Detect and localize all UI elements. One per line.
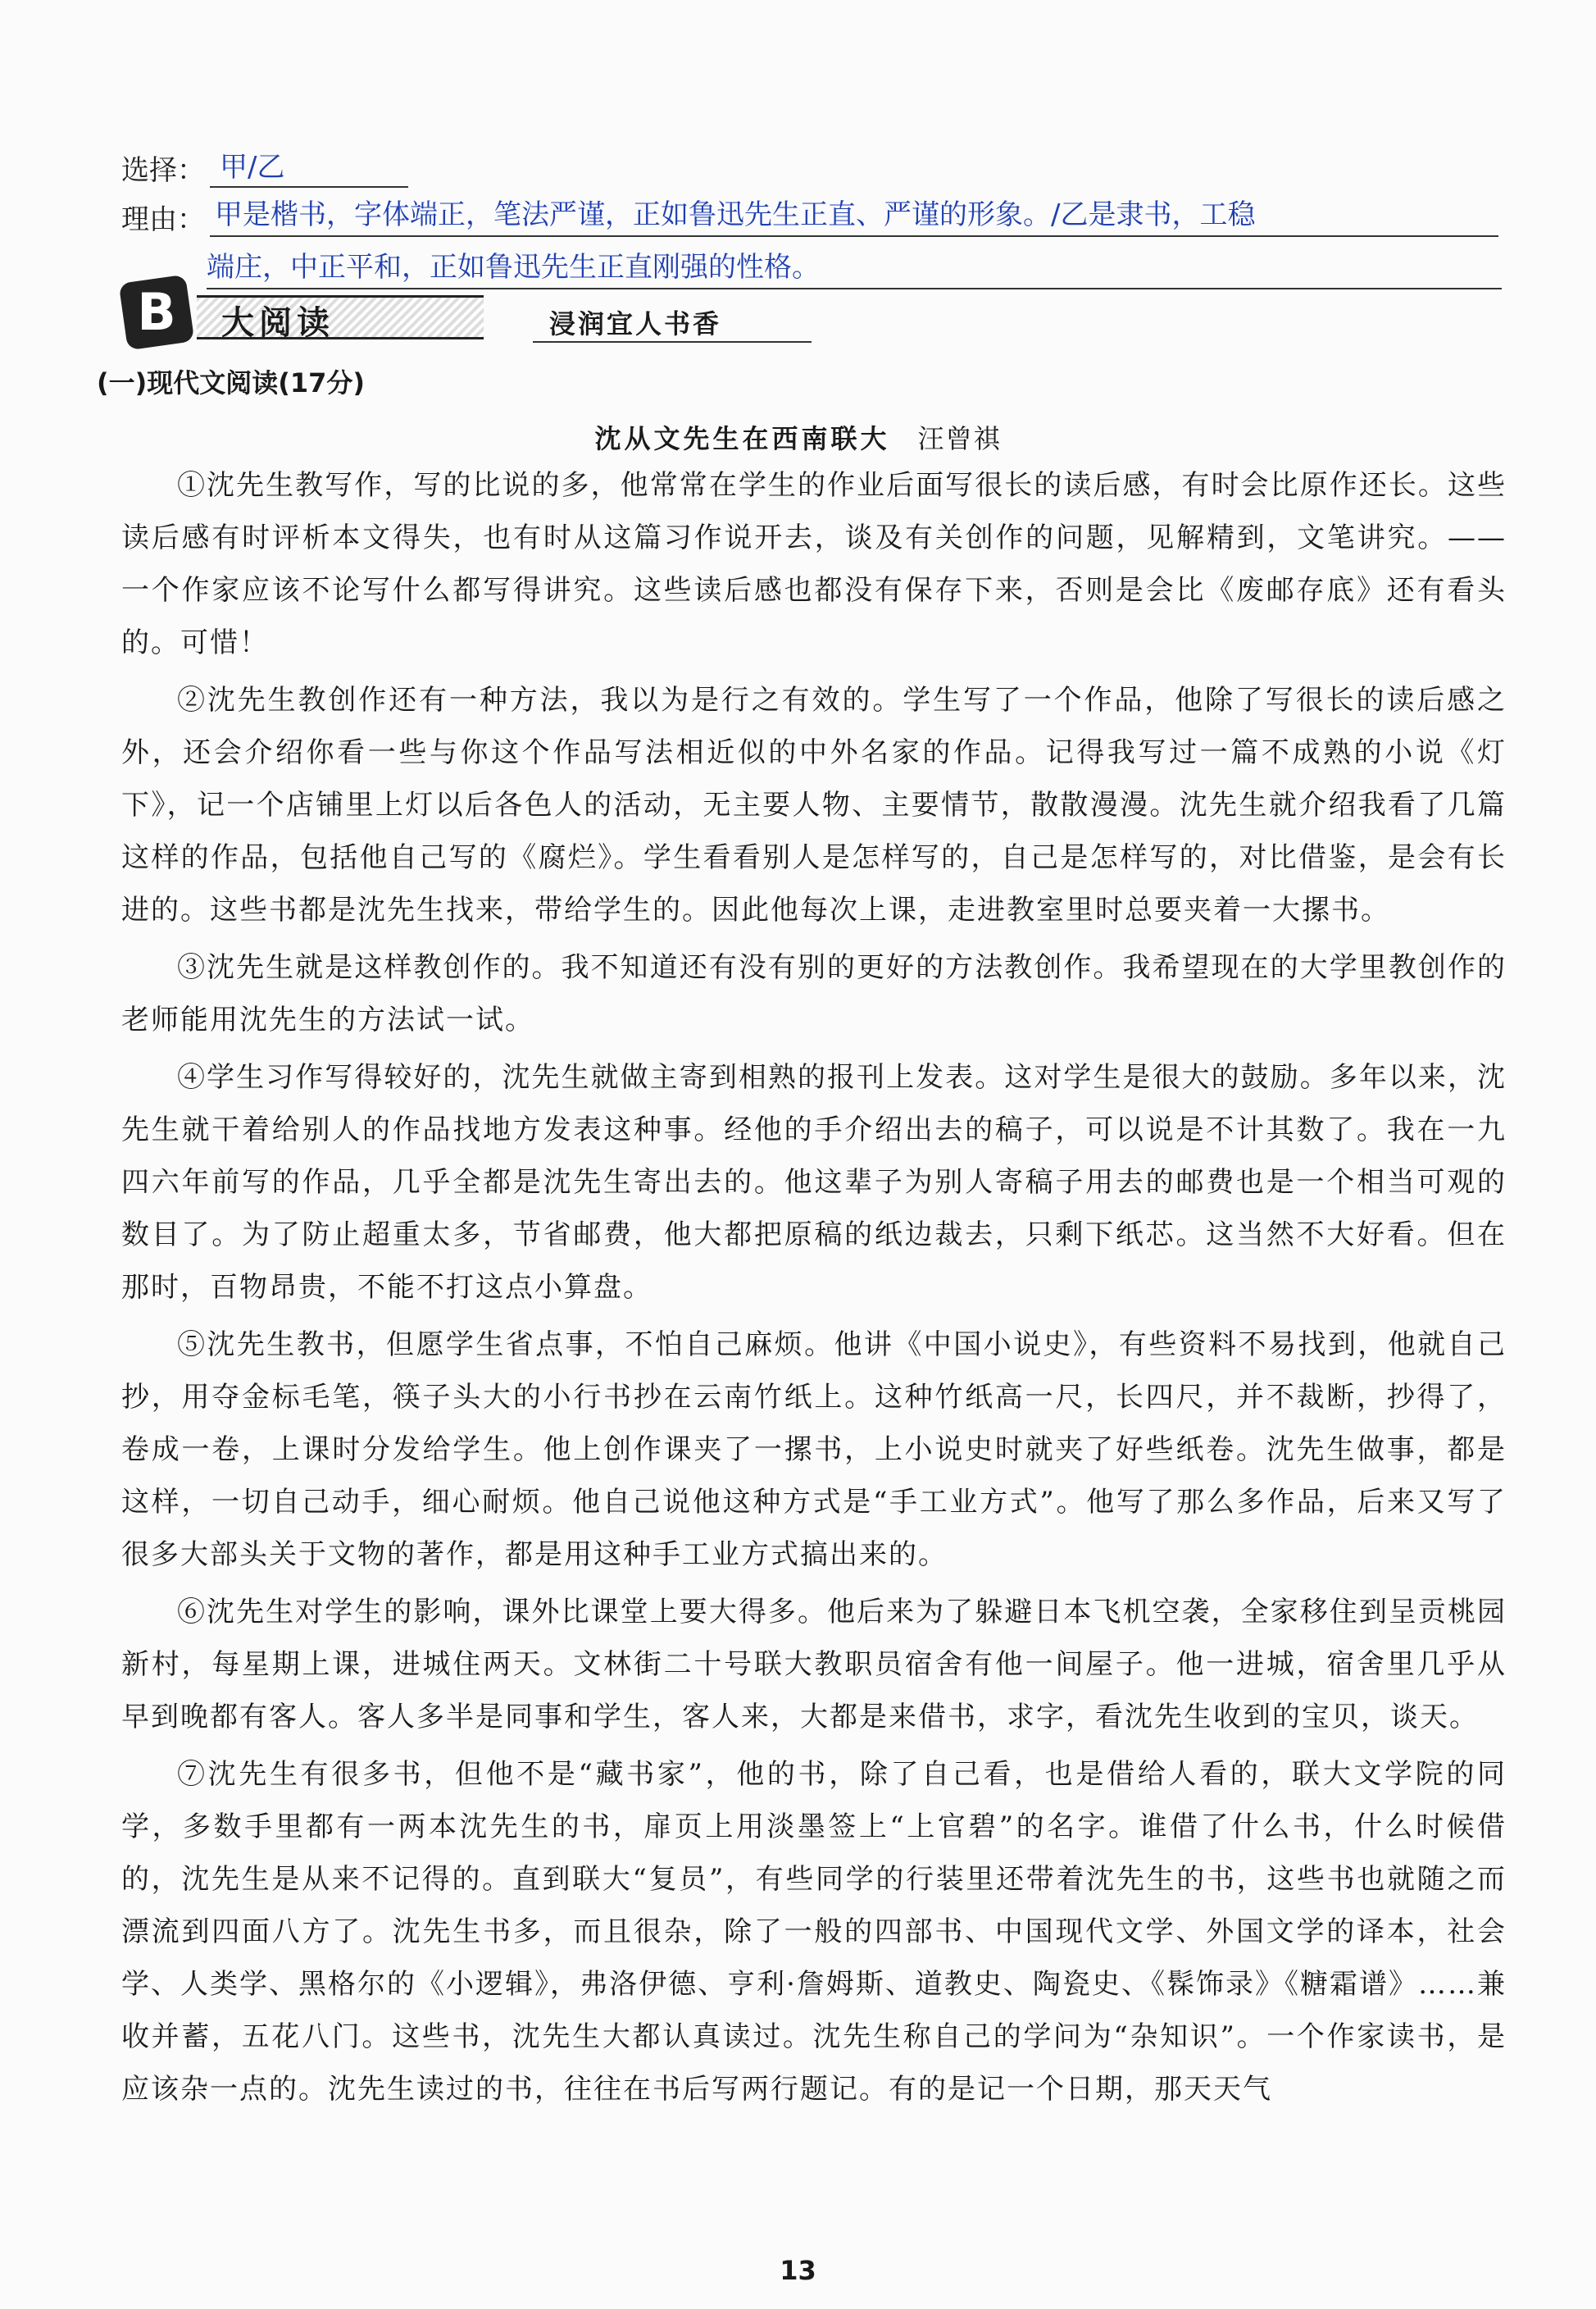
banner-underline [533, 341, 812, 343]
paragraph-5: ⑤沈先生教书，但愿学生省点事，不怕自己麻烦。他讲《中国小说史》，有些资料不易找到，他就自己抄，用夺金标毛笔，筷子头大的小行书抄在云南竹纸上。这种竹纸高一尺，长四尺，并不裁断，抄得了，卷成一卷，上课时分发给学生。他上创作课夹了一摞书，上小说史时就夹了好些纸卷。沈先生做事，都是这样，一切自己动手，细心耐烦。他自己说他这种方式是“手工业方式”。他写了那么多作品，后来又写了很多大部头关于文物的著作，都是用这种手工业方式搞出来的。 [121, 1328, 1507, 1571]
reason-row [121, 192, 1498, 237]
banner-title: 大阅读 [221, 304, 334, 342]
choice-row [121, 144, 408, 188]
paragraph-6: ⑥沈先生对学生的影响，课外比课堂上要大得多。他后来为了躲避日本飞机空袭，全家移住到呈贡桃园新村，每星期上课，进城住两天。文林街二十号联大教职员宿舍有他一间屋子。他一进城，宿舍里几乎从早到晚都有客人。客人多半是同事和学生，客人来，大都是来借书，求字，看沈先生收到的宝贝，谈天。 [121, 1596, 1507, 1733]
choice-value: 甲/乙 [210, 144, 408, 188]
section-heading: (一)现代文阅读(17分) [97, 367, 366, 398]
paragraph-3: ③沈先生就是这样教创作的。我不知道还有没有别的更好的方法教创作。我希望现在的大学里教创作的老师能用沈先生的方法试一试。 [121, 951, 1507, 1036]
paragraph-4: ④学生习作写得较好的，沈先生就做主寄到相熟的报刊上发表。这对学生是很大的鼓励。多年以来，沈先生就干着给别人的作品找地方发表这种事。经他的手介绍出去的稿子，可以说是不计其数了。我在一九四六年前写的作品，几乎全都是沈先生寄出去的。他这辈子为别人寄稿子用去的邮费也是一个相当可观的数目了。为了防止超重太多，节省邮费，他大都把原稿的纸边裁去，只剩下纸芯。这当然不大好看。但在那时，百物昂贵，不能不打这点小算盘。 [121, 1061, 1507, 1304]
paragraph-1: ①沈先生教写作，写的比说的多，他常常在学生的作业后面写很长的读后感，有时会比原作还长。这些读后感有时评析本文得失，也有时从这篇习作说开去，谈及有关创作的问题，见解精到，文笔讲究。——一个作家应该不论写什么都写得讲究。这些读后感也都没有保存下来，否则是会比《废邮存底》还有看头的。可惜！ [121, 469, 1507, 659]
banner-subtitle: 浸润宜人书香 [549, 308, 722, 339]
article-header [0, 418, 1596, 456]
page-number: 13 [780, 2255, 816, 2286]
reason-line-1: 甲是楷书，字体端正，笔法严谨，正如鲁迅先生正直、严谨的形象。/乙是隶书，工稳 [210, 192, 1498, 237]
article-body [121, 459, 1507, 2120]
choice-label: 选择： [121, 154, 205, 187]
article-title: 沈从文先生在西南联大 [594, 423, 890, 454]
section-banner [90, 279, 730, 348]
article-author: 汪曾祺 [917, 423, 1002, 454]
paragraph-7: ⑦沈先生有很多书，但他不是“藏书家”，他的书，除了自己看，也是借给人看的，联大文学院的同学，多数手里都有一两本沈先生的书，扉页上用淡墨签上“上官碧”的名字。谁借了什么书，什么时候借的，沈先生是从来不记得的。直到联大“复员”，有些同学的行装里还带着沈先生的书，这些书也就随之而漂流到四面八方了。沈先生书多，而且很杂，除了一般的四部书、中国现代文学、外国文学的译本，社会学、人类学、黑格尔的《小逻辑》，弗洛伊德、亨利·詹姆斯、道教史、陶瓷史、《髹饰录》《糖霜谱》……兼收并蓄，五花八门。这些书，沈先生大都认真读过。沈先生称自己的学问为“杂知识”。一个作家读书，是应该杂一点的。沈先生读过的书，往往在书后写两行题记。有的是记一个日期，那天天气 [121, 1758, 1507, 2106]
reason-label: 理由： [121, 203, 205, 236]
reason-line-2: 端庄，中正平和，正如鲁迅先生正直刚强的性格。 [207, 244, 1502, 289]
paragraph-2: ②沈先生教创作还有一种方法，我以为是行之有效的。学生写了一个作品，他除了写很长的读后感之外，还会介绍你看一些与你这个作品写法相近似的中外名家的作品。记得我写过一篇不成熟的小说《灯下》，记一个店铺里上灯以后各色人的活动，无主要人物、主要情节，散散漫漫。沈先生就介绍我看了几篇这样的作品，包括他自己写的《腐烂》。学生看看别人是怎样写的，自己是怎样写的，对比借鉴，是会有长进的。这些书都是沈先生找来，带给学生的。因此他每次上课，走进教室里时总要夹着一大摞书。 [121, 684, 1507, 927]
banner-letter: B [137, 282, 176, 342]
